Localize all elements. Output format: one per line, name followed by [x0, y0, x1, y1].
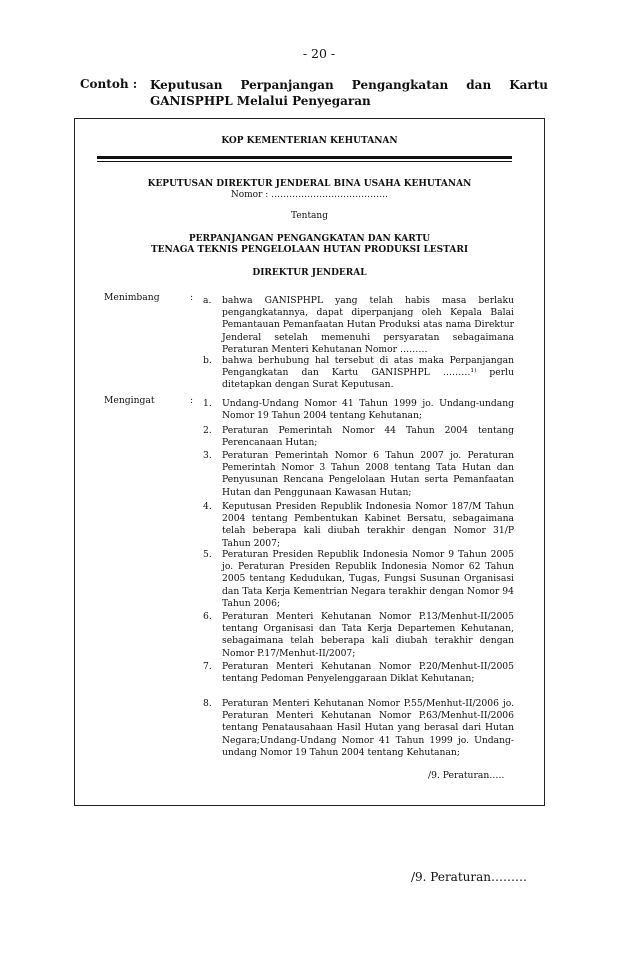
example-label: Contoh : — [80, 77, 138, 91]
letterhead-rule-thin — [97, 161, 512, 162]
mengingat-item-5: Peraturan Presiden Republik Indonesia Nomor 9 Tahun 2005 jo. Peraturan Presiden Republik Indonesia Nomor 62 Tahun 2005 tentang Kedudukan, Tugas, Fungsi Susunan Organisasi dan Tata Kerja Kementrian Negara terakhir dengan Nomor 94 Tahun 2006; — [222, 549, 514, 609]
mengingat-item-6: Peraturan Menteri Kehutanan Nomor P.13/Menhut-II/2005 tentang Organisasi dan Tata Kerja Departemen Kehutanan, sebagaimana telah beberapa kali diubah terakhir dengan Nomor P.17/Menhut-II/2007; — [222, 611, 514, 659]
decision-title: KEPUTUSAN DIREKTUR JENDERAL BINA USAHA KEHUTANAN — [147, 179, 472, 189]
mengingat-marker-4: 4. — [203, 501, 212, 512]
mengingat-item-7: Peraturan Menteri Kehutanan Nomor P.20/Menhut-II/2005 tentang Pedoman Penyelenggaraan Diklat Kehutanan; — [222, 661, 514, 685]
subject-line2: TENAGA TEKNIS PENGELOLAAN HUTAN PRODUKSI LESTARI — [150, 245, 469, 255]
page-number: - 20 - — [302, 46, 336, 61]
menimbang-colon: : — [190, 292, 194, 303]
mengingat-label: Mengingat — [104, 395, 155, 406]
menimbang-marker-a: a. — [203, 295, 212, 306]
example-title-line1: Keputusan Perpanjangan Pengangkatan dan Kartu — [150, 78, 548, 92]
mengingat-item-8: Peraturan Menteri Kehutanan Nomor P.55/Menhut-II/2006 jo. Peraturan Menteri Kehutanan Nomor P.63/Menhut-II/2006 tentang Penatausahaan Hasil Hutan yang berasal dari Hutan Negara;Undang-Undang Nomor 41 Tahun 1999 jo. Undang-undang Nomor 19 Tahun 2004 tentang Kehutanan; — [222, 698, 514, 758]
menimbang-item-a: bahwa GANISPHPL yang telah habis masa berlaku pengangkatannya, dapat diperpanjang oleh Kepala Balai Pemantauan Pemanfaatan Hutan Produksi atas nama Direktur Jenderal setelah memenuhi persyaratan sebagaimana Peraturan Menteri Kehutanan Nomor ……… — [222, 295, 514, 355]
mengingat-marker-5: 5. — [203, 549, 212, 560]
mengingat-colon: : — [190, 395, 194, 406]
mengingat-item-1: Undang-Undang Nomor 41 Tahun 1999 jo. Undang-undang Nomor 19 Tahun 2004 tentang Kehutanan; — [222, 398, 514, 422]
menimbang-item-b: bahwa berhubung hal tersebut di atas maka Perpanjangan Pengangkatan dan Kartu GANISPHPL ………¹⁾ perlu ditetapkan dengan Surat Keputusan. — [222, 355, 514, 391]
letterhead-rule-thick — [97, 156, 512, 159]
example-title-line2: GANISPHPL Melalui Penyegaran — [150, 94, 371, 108]
menimbang-marker-b: b. — [203, 355, 212, 366]
mengingat-marker-1: 1. — [203, 398, 212, 409]
mengingat-marker-6: 6. — [203, 611, 212, 622]
mengingat-marker-2: 2. — [203, 425, 212, 436]
letterhead: KOP KEMENTERIAN KEHUTANAN — [221, 136, 398, 146]
decision-number: Nomor : ………………………………… — [230, 190, 389, 200]
page-continuation: /9. Peraturan……… — [411, 870, 528, 884]
mengingat-marker-8: 8. — [203, 698, 212, 709]
official-title: DIREKTUR JENDERAL — [252, 268, 367, 278]
mengingat-marker-3: 3. — [203, 450, 212, 461]
tentang-label: Tentang — [291, 211, 328, 221]
mengingat-marker-7: 7. — [203, 661, 212, 672]
letter-continuation: /9. Peraturan….. — [428, 770, 505, 781]
mengingat-item-3: Peraturan Pemerintah Nomor 6 Tahun 2007 jo. Peraturan Pemerintah Nomor 3 Tahun 2008 tentang Tata Hutan dan Penyusunan Rencana Pengelolaan Hutan serta Pemanfaatan Hutan dan Penggunaan Kawasan Hutan; — [222, 450, 514, 498]
subject-line1: PERPANJANGAN PENGANGKATAN DAN KARTU — [188, 234, 431, 244]
mengingat-item-4: Keputusan Presiden Republik Indonesia Nomor 187/M Tahun 2004 tentang Pembentukan Kabinet Bersatu, sebagaimana telah beberapa kali diubah terakhir dengan Nomor 31/P Tahun 2007; — [222, 501, 514, 549]
menimbang-label: Menimbang — [104, 292, 160, 303]
mengingat-item-2: Peraturan Pemerintah Nomor 44 Tahun 2004 tentang Perencanaan Hutan; — [222, 425, 514, 449]
